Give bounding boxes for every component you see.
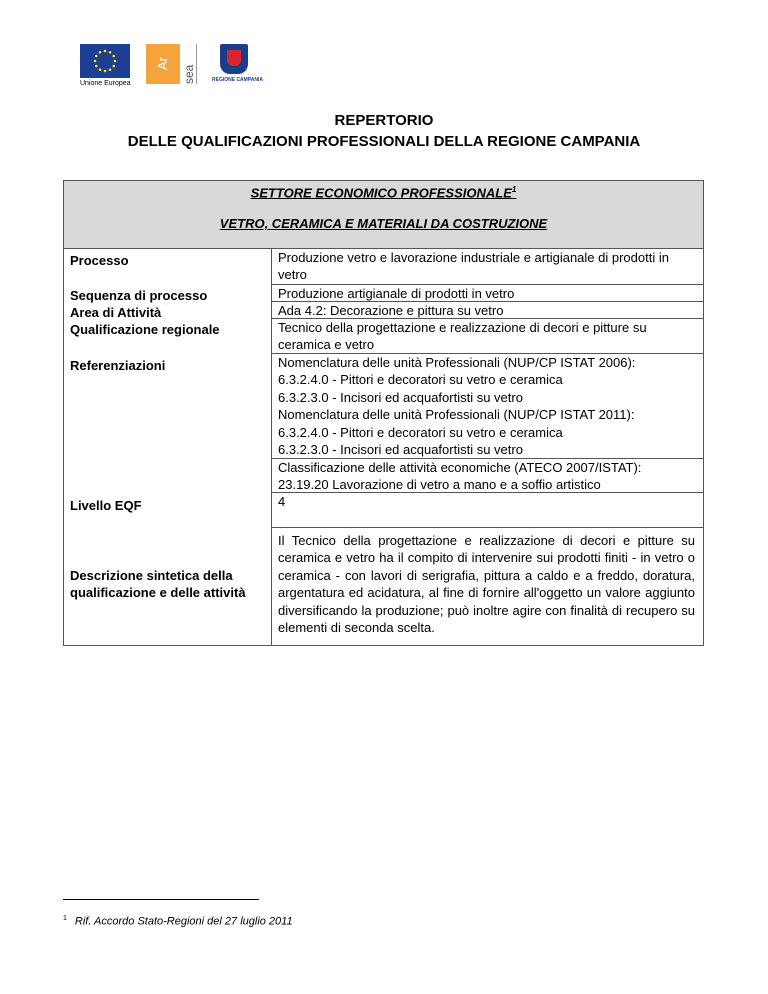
label-descrizione: Descrizione sintetica della qualificazione e delle attività <box>70 568 246 600</box>
campania-caption: REGIONE CAMPANIA <box>212 77 264 83</box>
cell-eqf <box>272 492 703 528</box>
ref-line: 6.3.2.3.0 - Incisori ed acquafortisti su vetro <box>278 442 523 458</box>
cell-descrizione <box>272 527 703 645</box>
value-area: Ada 4.2: Decorazione e pittura su vetro <box>278 303 504 318</box>
ref-line: 6.3.2.4.0 - Pittori e decoratori su vetro e ceramica <box>278 372 563 388</box>
ref-line: 6.3.2.4.0 - Pittori e decoratori su vetro e ceramica <box>278 424 563 440</box>
eu-flag-logo <box>80 44 130 78</box>
campania-shield-icon <box>220 44 248 74</box>
cell-ateco <box>272 458 703 493</box>
title-line-2: DELLE QUALIFICAZIONI PROFESSIONALI DELLA REGIONE CAMPANIA <box>127 133 641 150</box>
ref-line: Nomenclatura delle unità Professionali (NUP/CP ISTAT 2011): <box>278 407 635 423</box>
eu-caption: Unione Europea <box>80 80 131 87</box>
value-eqf: 4 <box>278 494 286 509</box>
footnote-separator <box>63 899 259 900</box>
sector-header <box>64 181 703 249</box>
sector-heading: SETTORE ECONOMICO PROFESSIONALE$^1$ <box>250 185 517 201</box>
cell-qualificazione <box>272 318 703 354</box>
label-processo: Processo <box>70 253 129 268</box>
value-qualificazione: Tecnico della progettazione e realizzazione di decori e pitture su ceramica e vetro <box>278 320 647 353</box>
cell-processo <box>272 249 703 284</box>
value-column <box>272 249 703 645</box>
title-line-1: REPERTORIO <box>334 112 434 129</box>
ateco-line: 23.19.20 Lavorazione di vetro a mano e a soffio artistico <box>278 477 601 493</box>
value-processo: Produzione vetro e lavorazione industriale e artigianale di prodotti in vetro <box>278 250 669 283</box>
arsea-logo-ar: Ar <box>146 44 180 84</box>
label-area: Area di Attività <box>70 305 162 320</box>
label-sequenza: Sequenza di processo <box>70 288 208 303</box>
label-eqf: Livello EQF <box>70 498 142 513</box>
footnote-ref: 1 <box>511 185 517 194</box>
label-qualificazione: Qualificazione regionale <box>70 322 220 337</box>
label-referenziazioni: Referenziazioni <box>70 358 166 373</box>
cell-referenziazioni <box>272 353 703 459</box>
ateco-line: Classificazione delle attività economiche (ATECO 2007/ISTAT): <box>278 460 642 475</box>
arsea-logo <box>146 44 196 84</box>
footnote <box>63 915 293 928</box>
arsea-logo-sea: sea <box>182 44 197 84</box>
sector-name: VETRO, CERAMICA E MATERIALI DA COSTRUZIONE <box>219 216 548 231</box>
label-column <box>64 249 272 645</box>
footnote-mark: 1 <box>63 915 67 922</box>
ref-line: 6.3.2.3.0 - Incisori ed acquafortisti su vetro <box>278 389 523 405</box>
regione-campania-logo <box>212 44 264 86</box>
cell-sequenza <box>272 284 703 302</box>
qualification-table <box>63 180 704 646</box>
value-sequenza: Produzione artigianale di prodotti in vetro <box>278 286 515 301</box>
ref-line: Nomenclatura delle unità Professionali (NUP/CP ISTAT 2006): <box>278 355 636 370</box>
value-descrizione: Il Tecnico della progettazione e realizzazione di decori e pitture su ceramica e vetro ha il compito di intervenire sui prodotti finiti - in vetro o ceramica - con lavori di serigrafia, pittura a caldo e a freddo, doratura, argentatura ed acidatura, al fine di fornire all'oggetto un valore aggiunto diversificando la produzione; può inoltre agire con finalità di recupero su elementi di seconda scelta. <box>278 533 695 636</box>
cell-area <box>272 301 703 319</box>
document-title <box>0 110 768 152</box>
table-body <box>64 249 703 645</box>
footnote-text: Rif. Accordo Stato-Regioni del 27 luglio 2011 <box>74 915 293 928</box>
